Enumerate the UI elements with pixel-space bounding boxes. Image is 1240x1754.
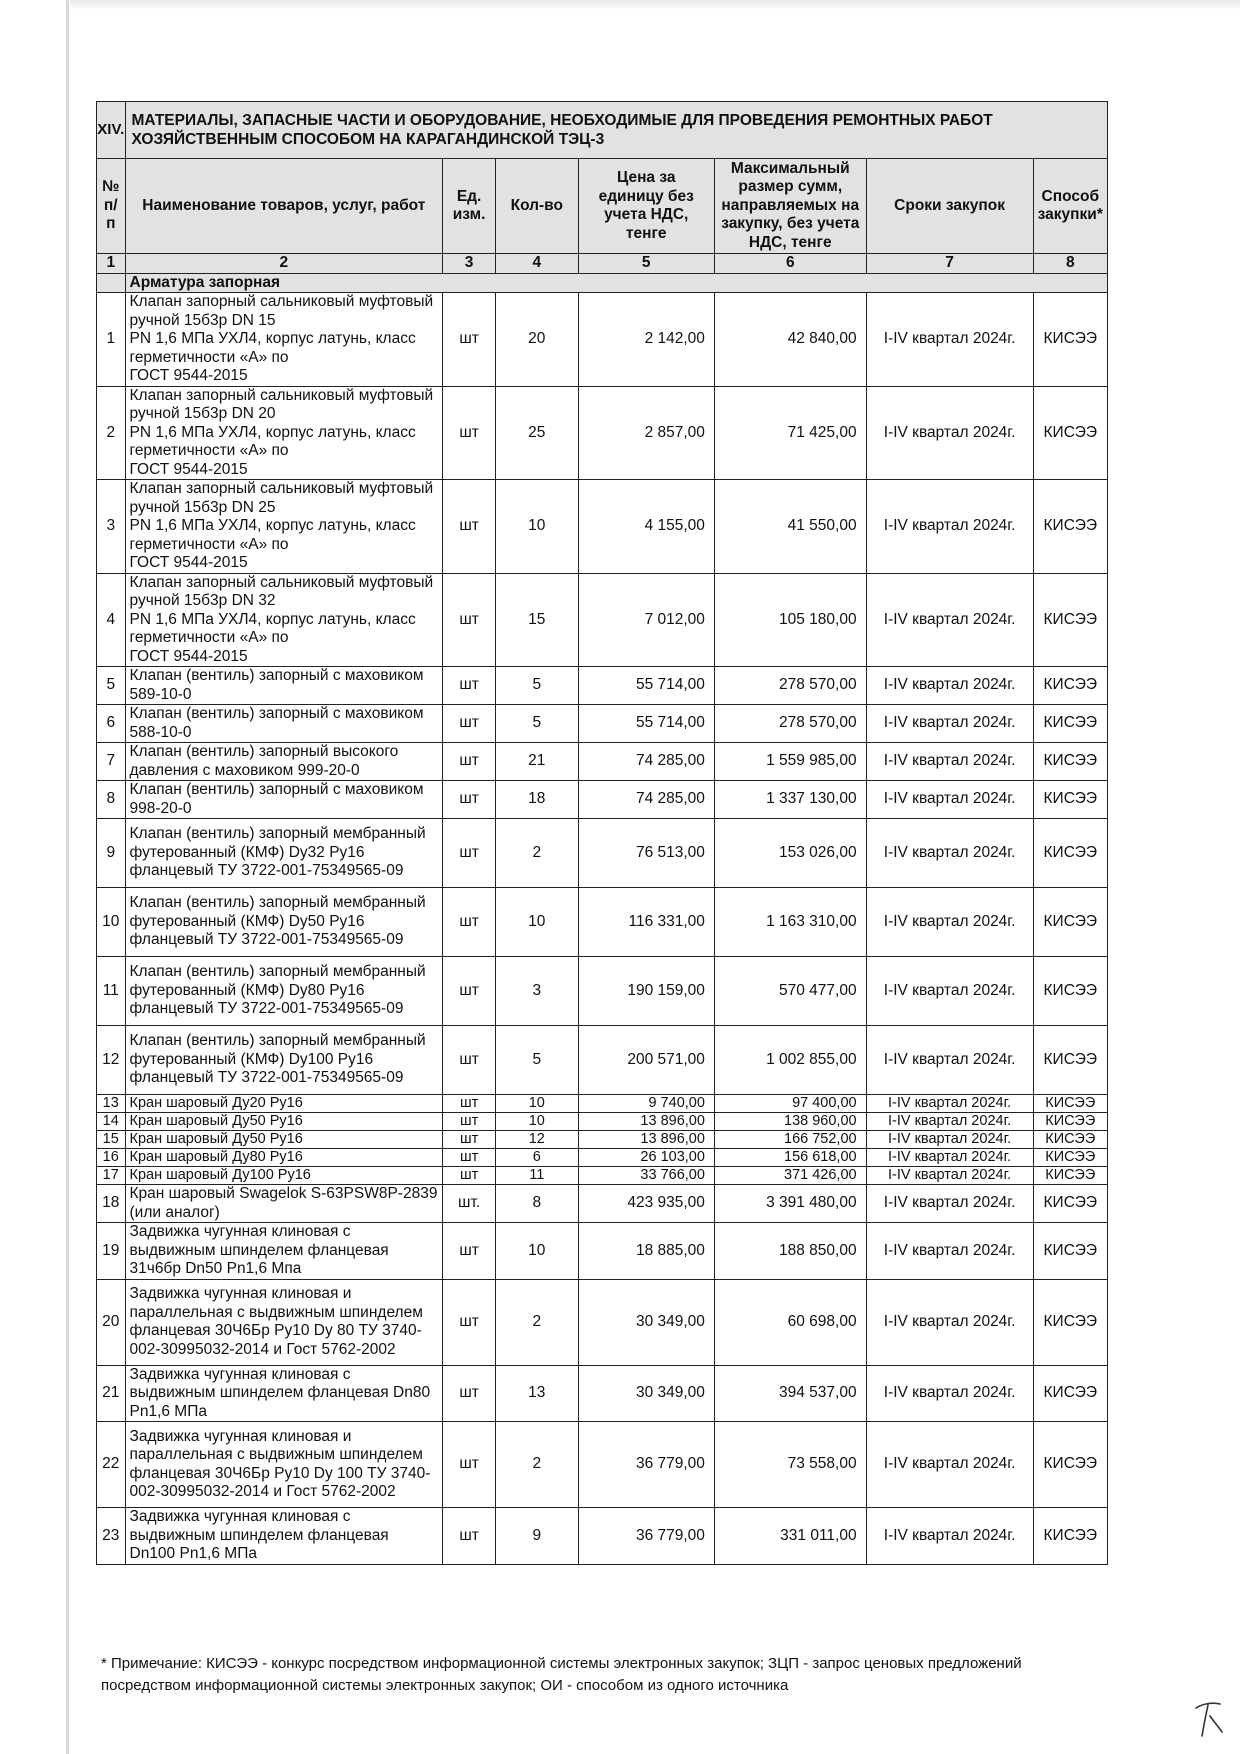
item-unit: шт (443, 667, 496, 705)
item-total: 71 425,00 (714, 386, 866, 480)
item-quantity: 2 (496, 1279, 578, 1365)
item-method: КИСЭЭ (1033, 293, 1107, 387)
item-unit-price: 423 935,00 (578, 1185, 714, 1223)
item-name: Клапан (вентиль) запорный мембранный футерованный (КМФ) Dy32 Py16 фланцевый ТУ 3722-001-75349565-09 (125, 819, 443, 888)
row-index: 7 (97, 743, 126, 781)
row-index: 6 (97, 705, 126, 743)
item-quantity: 25 (496, 386, 578, 480)
item-name: Клапан запорный сальниковый муфтовый ручной 15б3р DN 32 PN 1,6 МПа УХЛ4, корпус латунь, класс герметичности «А» по ГОСТ 9544-2015 (125, 573, 443, 667)
item-method: КИСЭЭ (1033, 1095, 1107, 1113)
item-total: 570 477,00 (714, 957, 866, 1026)
header-max-amount: Максимальный размер сумм, направляемых на закупку, без учета НДС, тенге (714, 159, 866, 254)
item-quantity: 5 (496, 705, 578, 743)
row-index: 16 (97, 1149, 126, 1167)
item-method: КИСЭЭ (1033, 1149, 1107, 1167)
item-total: 188 850,00 (714, 1223, 866, 1280)
item-quantity: 13 (496, 1365, 578, 1422)
scan-edge-top (70, 0, 1240, 10)
item-method: КИСЭЭ (1033, 1131, 1107, 1149)
item-period: I-IV квартал 2024г. (866, 1422, 1033, 1508)
header-quantity: Кол-во (496, 159, 578, 254)
item-unit: шт (443, 1026, 496, 1095)
item-unit: шт (443, 705, 496, 743)
row-index: 2 (97, 386, 126, 480)
item-period: I-IV квартал 2024г. (866, 1149, 1033, 1167)
item-method: КИСЭЭ (1033, 386, 1107, 480)
item-total: 166 752,00 (714, 1131, 866, 1149)
item-unit: шт (443, 1422, 496, 1508)
item-total: 331 011,00 (714, 1508, 866, 1565)
table-row (97, 1131, 1108, 1149)
item-unit-price: 55 714,00 (578, 705, 714, 743)
item-name: Клапан запорный сальниковый муфтовый ручной 15б3р DN 20 PN 1,6 МПа УХЛ4, корпус латунь, класс герметичности «А» по ГОСТ 9544-2015 (125, 386, 443, 480)
table-row (97, 573, 1108, 667)
header-name: Наименование товаров, услуг, работ (125, 159, 443, 254)
row-index: 8 (97, 781, 126, 819)
item-period: I-IV квартал 2024г. (866, 293, 1033, 387)
section-title-row (97, 102, 1108, 159)
section-title: МАТЕРИАЛЫ, ЗАПАСНЫЕ ЧАСТИ И ОБОРУДОВАНИЕ, НЕОБХОДИМЫЕ ДЛЯ ПРОВЕДЕНИЯ РЕМОНТНЫХ РАБОТ ХОЗЯЙСТВЕННЫМ СПОСОБОМ НА КАРАГАНДИНСКОЙ ТЭЦ-3 (125, 102, 1108, 159)
item-name: Кран шаровый Ду50 Ру16 (125, 1113, 443, 1131)
table-row (97, 386, 1108, 480)
procurement-table (96, 101, 1108, 1565)
item-quantity: 2 (496, 1422, 578, 1508)
item-name: Задвижка чугунная клиновая с выдвижным шпинделем фланцевая Dn100 Pn1,6 МПа (125, 1508, 443, 1565)
item-unit: шт (443, 480, 496, 574)
item-unit-price: 116 331,00 (578, 888, 714, 957)
item-name: Кран шаровый Swagelok S-63PSW8P-2839 (или аналог) (125, 1185, 443, 1223)
item-method: КИСЭЭ (1033, 819, 1107, 888)
item-period: I-IV квартал 2024г. (866, 1223, 1033, 1280)
item-unit-price: 13 896,00 (578, 1131, 714, 1149)
item-quantity: 12 (496, 1131, 578, 1149)
item-period: I-IV квартал 2024г. (866, 819, 1033, 888)
item-quantity: 8 (496, 1185, 578, 1223)
item-unit-price: 76 513,00 (578, 819, 714, 888)
row-index: 10 (97, 888, 126, 957)
column-number: 8 (1033, 254, 1107, 274)
item-name: Клапан (вентиль) запорный с маховиком 589-10-0 (125, 667, 443, 705)
item-period: I-IV квартал 2024г. (866, 1095, 1033, 1113)
item-unit: шт (443, 1365, 496, 1422)
row-index: 15 (97, 1131, 126, 1149)
item-period: I-IV квартал 2024г. (866, 1113, 1033, 1131)
item-period: I-IV квартал 2024г. (866, 957, 1033, 1026)
row-index: 1 (97, 293, 126, 387)
item-period: I-IV квартал 2024г. (866, 1508, 1033, 1565)
item-unit: шт (443, 1167, 496, 1185)
table-row (97, 1113, 1108, 1131)
item-method: КИСЭЭ (1033, 1167, 1107, 1185)
header-unit: Ед. изм. (443, 159, 496, 254)
group-label: Арматура запорная (125, 273, 1108, 293)
item-method: КИСЭЭ (1033, 1113, 1107, 1131)
header-method: Способ закупки* (1033, 159, 1107, 254)
item-quantity: 10 (496, 888, 578, 957)
row-index: 4 (97, 573, 126, 667)
item-period: I-IV квартал 2024г. (866, 1131, 1033, 1149)
item-period: I-IV квартал 2024г. (866, 386, 1033, 480)
item-unit: шт. (443, 1185, 496, 1223)
item-unit: шт (443, 1131, 496, 1149)
column-number: 2 (125, 254, 443, 274)
row-index: 23 (97, 1508, 126, 1565)
item-unit: шт (443, 743, 496, 781)
item-name: Кран шаровый Ду50 Ру16 (125, 1131, 443, 1149)
table-row (97, 1279, 1108, 1365)
item-period: I-IV квартал 2024г. (866, 1365, 1033, 1422)
item-quantity: 6 (496, 1149, 578, 1167)
item-unit: шт (443, 386, 496, 480)
item-unit-price: 36 779,00 (578, 1508, 714, 1565)
row-index: 11 (97, 957, 126, 1026)
item-name: Клапан (вентиль) запорный мембранный футерованный (КМФ) Dy80 Py16 фланцевый ТУ 3722-001-75349565-09 (125, 957, 443, 1026)
item-quantity: 10 (496, 1223, 578, 1280)
item-unit-price: 55 714,00 (578, 667, 714, 705)
item-unit-price: 26 103,00 (578, 1149, 714, 1167)
table-row (97, 1185, 1108, 1223)
item-quantity: 9 (496, 1508, 578, 1565)
item-quantity: 15 (496, 573, 578, 667)
item-unit: шт (443, 781, 496, 819)
item-quantity: 11 (496, 1167, 578, 1185)
item-period: I-IV квартал 2024г. (866, 1279, 1033, 1365)
item-method: КИСЭЭ (1033, 1422, 1107, 1508)
item-unit-price: 4 155,00 (578, 480, 714, 574)
item-total: 97 400,00 (714, 1095, 866, 1113)
item-period: I-IV квартал 2024г. (866, 667, 1033, 705)
table-row (97, 667, 1108, 705)
item-name: Задвижка чугунная клиновая и параллельная с выдвижным шпинделем фланцевая 30Ч6Бр Ру10 Dy 80 ТУ 3740-002-30995032-2014 и Гост 5762-2002 (125, 1279, 443, 1365)
item-unit-price: 190 159,00 (578, 957, 714, 1026)
item-period: I-IV квартал 2024г. (866, 888, 1033, 957)
header-unit-price: Цена за единицу без учета НДС, тенге (578, 159, 714, 254)
signature-mark (1192, 1696, 1226, 1740)
row-index: 19 (97, 1223, 126, 1280)
item-total: 3 391 480,00 (714, 1185, 866, 1223)
item-total: 153 026,00 (714, 819, 866, 888)
item-total: 278 570,00 (714, 667, 866, 705)
item-name: Клапан (вентиль) запорный мембранный футерованный (КМФ) Dy100 Py16 фланцевый ТУ 3722-001-75349565-09 (125, 1026, 443, 1095)
column-number: 7 (866, 254, 1033, 274)
row-index: 12 (97, 1026, 126, 1095)
item-unit-price: 2 142,00 (578, 293, 714, 387)
item-total: 1 337 130,00 (714, 781, 866, 819)
table-row (97, 888, 1108, 957)
table-row (97, 1026, 1108, 1095)
item-unit: шт (443, 1095, 496, 1113)
column-number: 3 (443, 254, 496, 274)
item-quantity: 3 (496, 957, 578, 1026)
item-total: 60 698,00 (714, 1279, 866, 1365)
item-unit: шт (443, 957, 496, 1026)
item-unit: шт (443, 1279, 496, 1365)
item-total: 278 570,00 (714, 705, 866, 743)
item-name: Клапан запорный сальниковый муфтовый ручной 15б3р DN 15 PN 1,6 МПа УХЛ4, корпус латунь, класс герметичности «А» по ГОСТ 9544-2015 (125, 293, 443, 387)
group-spacer (97, 273, 126, 293)
item-unit: шт (443, 293, 496, 387)
item-unit-price: 74 285,00 (578, 743, 714, 781)
item-name: Кран шаровый Ду100 Ру16 (125, 1167, 443, 1185)
item-total: 41 550,00 (714, 480, 866, 574)
row-index: 3 (97, 480, 126, 574)
table-row (97, 819, 1108, 888)
column-number: 1 (97, 254, 126, 274)
item-total: 371 426,00 (714, 1167, 866, 1185)
table-row (97, 781, 1108, 819)
item-method: КИСЭЭ (1033, 667, 1107, 705)
item-name: Задвижка чугунная клиновая с выдвижным шпинделем фланцевая 31ч6бр Dn50 Pn1,6 Мпа (125, 1223, 443, 1280)
item-period: I-IV квартал 2024г. (866, 705, 1033, 743)
item-unit-price: 7 012,00 (578, 573, 714, 667)
row-index: 17 (97, 1167, 126, 1185)
table-row (97, 480, 1108, 574)
item-period: I-IV квартал 2024г. (866, 573, 1033, 667)
item-quantity: 10 (496, 480, 578, 574)
item-total: 1 002 855,00 (714, 1026, 866, 1095)
table-row (97, 1508, 1108, 1565)
item-quantity: 10 (496, 1113, 578, 1131)
item-method: КИСЭЭ (1033, 1026, 1107, 1095)
section-number: XIV. (97, 102, 126, 159)
column-number-row (97, 254, 1108, 274)
item-total: 394 537,00 (714, 1365, 866, 1422)
scan-edge-left (66, 0, 69, 1754)
item-quantity: 21 (496, 743, 578, 781)
item-total: 1 559 985,00 (714, 743, 866, 781)
item-total: 73 558,00 (714, 1422, 866, 1508)
table-row (97, 705, 1108, 743)
item-period: I-IV квартал 2024г. (866, 743, 1033, 781)
item-period: I-IV квартал 2024г. (866, 781, 1033, 819)
item-name: Кран шаровый Ду20 Ру16 (125, 1095, 443, 1113)
table-row (97, 1365, 1108, 1422)
row-index: 21 (97, 1365, 126, 1422)
item-name: Клапан (вентиль) запорный с маховиком 588-10-0 (125, 705, 443, 743)
table-row (97, 1167, 1108, 1185)
table-row (97, 957, 1108, 1026)
item-method: КИСЭЭ (1033, 1185, 1107, 1223)
group-row (97, 273, 1108, 293)
item-method: КИСЭЭ (1033, 705, 1107, 743)
item-unit-price: 30 349,00 (578, 1365, 714, 1422)
item-method: КИСЭЭ (1033, 957, 1107, 1026)
item-name: Клапан (вентиль) запорный с маховиком 998-20-0 (125, 781, 443, 819)
item-period: I-IV квартал 2024г. (866, 480, 1033, 574)
item-unit-price: 2 857,00 (578, 386, 714, 480)
item-unit-price: 13 896,00 (578, 1113, 714, 1131)
header-period: Сроки закупок (866, 159, 1033, 254)
item-method: КИСЭЭ (1033, 888, 1107, 957)
row-index: 18 (97, 1185, 126, 1223)
item-name: Задвижка чугунная клиновая и параллельная с выдвижным шпинделем фланцевая 30Ч6Бр Ру10 Dy 100 ТУ 3740-002-30995032-2014 и Гост 5762-2002 (125, 1422, 443, 1508)
item-method: КИСЭЭ (1033, 743, 1107, 781)
item-quantity: 5 (496, 667, 578, 705)
table-row (97, 1095, 1108, 1113)
item-quantity: 18 (496, 781, 578, 819)
item-name: Клапан (вентиль) запорный высокого давления с маховиком 999-20-0 (125, 743, 443, 781)
item-method: КИСЭЭ (1033, 1365, 1107, 1422)
item-unit-price: 30 349,00 (578, 1279, 714, 1365)
item-quantity: 10 (496, 1095, 578, 1113)
item-period: I-IV квартал 2024г. (866, 1167, 1033, 1185)
column-number: 4 (496, 254, 578, 274)
item-unit: шт (443, 573, 496, 667)
item-unit: шт (443, 1223, 496, 1280)
item-unit: шт (443, 1149, 496, 1167)
item-total: 138 960,00 (714, 1113, 866, 1131)
column-number: 6 (714, 254, 866, 274)
item-name: Кран шаровый Ду80 Ру16 (125, 1149, 443, 1167)
item-method: КИСЭЭ (1033, 573, 1107, 667)
item-total: 1 163 310,00 (714, 888, 866, 957)
item-method: КИСЭЭ (1033, 1223, 1107, 1280)
item-unit: шт (443, 1113, 496, 1131)
row-index: 22 (97, 1422, 126, 1508)
item-method: КИСЭЭ (1033, 781, 1107, 819)
item-unit-price: 74 285,00 (578, 781, 714, 819)
row-index: 20 (97, 1279, 126, 1365)
row-index: 5 (97, 667, 126, 705)
column-number: 5 (578, 254, 714, 274)
item-period: I-IV квартал 2024г. (866, 1026, 1033, 1095)
item-method: КИСЭЭ (1033, 480, 1107, 574)
item-name: Клапан запорный сальниковый муфтовый ручной 15б3р DN 25 PN 1,6 МПа УХЛ4, корпус латунь, класс герметичности «А» по ГОСТ 9544-2015 (125, 480, 443, 574)
header-index: № п/п (97, 159, 126, 254)
item-name: Клапан (вентиль) запорный мембранный футерованный (КМФ) Dy50 Py16 фланцевый ТУ 3722-001-75349565-09 (125, 888, 443, 957)
item-total: 156 618,00 (714, 1149, 866, 1167)
item-unit: шт (443, 1508, 496, 1565)
table-row (97, 293, 1108, 387)
item-name: Задвижка чугунная клиновая с выдвижным шпинделем фланцевая Dn80 Pn1,6 МПа (125, 1365, 443, 1422)
item-period: I-IV квартал 2024г. (866, 1185, 1033, 1223)
table-row (97, 743, 1108, 781)
footnote: * Примечание: КИСЭЭ - конкурс посредством информационной системы электронных закупок; ЗЦП - запрос ценовых предложений посредством информационной системы электронных закупок; ОИ - способом из одного источника (101, 1655, 1022, 1694)
item-quantity: 2 (496, 819, 578, 888)
item-quantity: 5 (496, 1026, 578, 1095)
item-method: КИСЭЭ (1033, 1508, 1107, 1565)
table-row (97, 1223, 1108, 1280)
item-unit-price: 18 885,00 (578, 1223, 714, 1280)
column-header-row (97, 159, 1108, 254)
item-total: 105 180,00 (714, 573, 866, 667)
row-index: 9 (97, 819, 126, 888)
item-total: 42 840,00 (714, 293, 866, 387)
item-unit-price: 33 766,00 (578, 1167, 714, 1185)
item-unit-price: 200 571,00 (578, 1026, 714, 1095)
item-unit: шт (443, 819, 496, 888)
item-unit-price: 9 740,00 (578, 1095, 714, 1113)
item-unit-price: 36 779,00 (578, 1422, 714, 1508)
table-row (97, 1149, 1108, 1167)
item-method: КИСЭЭ (1033, 1279, 1107, 1365)
item-unit: шт (443, 888, 496, 957)
row-index: 13 (97, 1095, 126, 1113)
table-row (97, 1422, 1108, 1508)
item-quantity: 20 (496, 293, 578, 387)
row-index: 14 (97, 1113, 126, 1131)
